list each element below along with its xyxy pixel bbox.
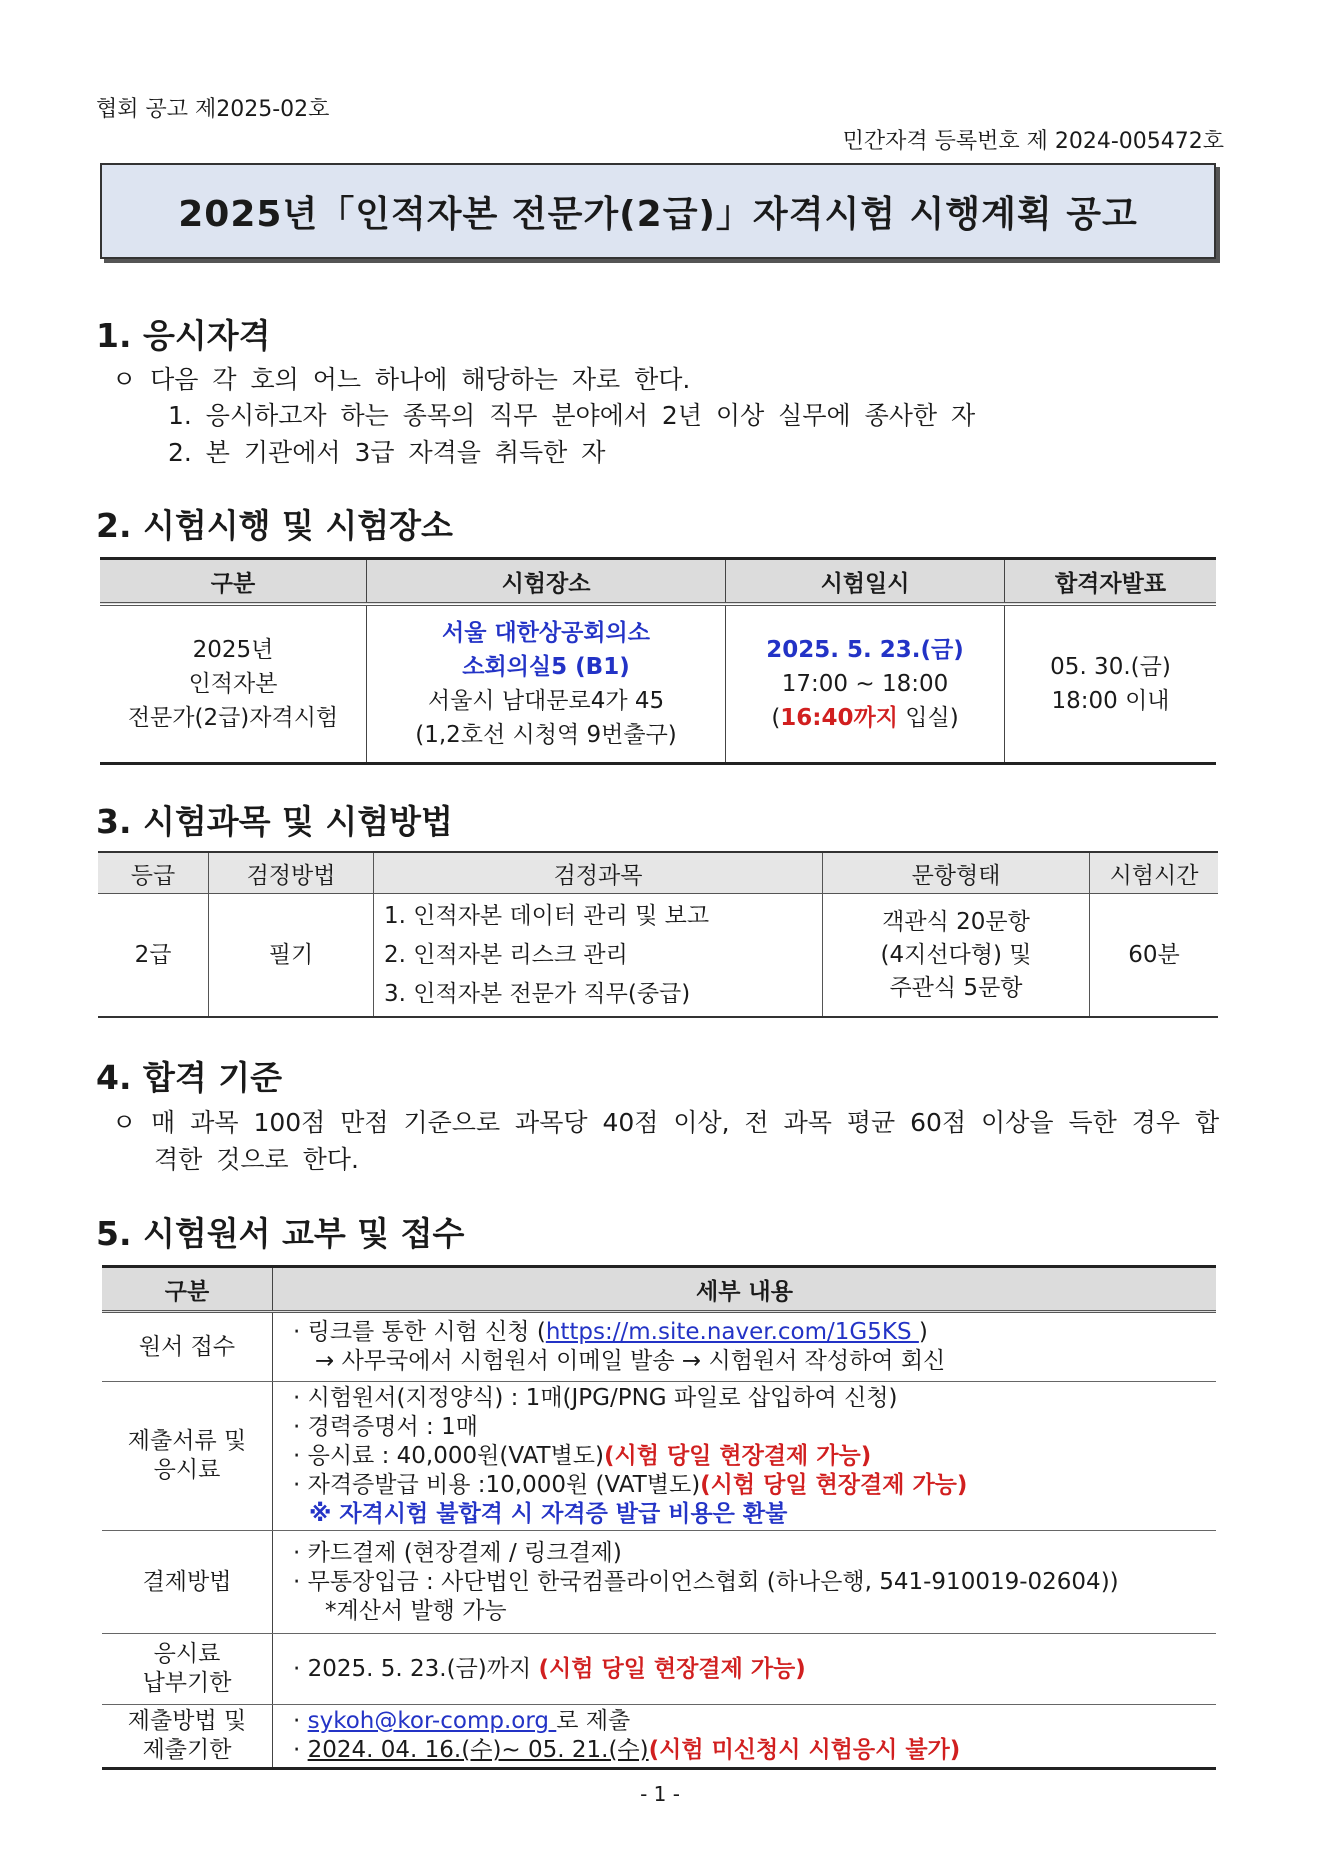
format-cell xyxy=(823,894,1090,1018)
table-row xyxy=(98,894,1218,1018)
column-header: 합격자발표 xyxy=(1005,559,1217,605)
table-row xyxy=(100,604,1216,764)
title-box xyxy=(100,163,1216,259)
section-5-heading: 5. 시험원서 교부 및 접수 xyxy=(96,1214,465,1253)
detail-line xyxy=(293,1707,1216,1736)
table-row xyxy=(102,1634,1216,1705)
detail-line xyxy=(293,1471,1216,1500)
detail-text: · xyxy=(293,1737,308,1763)
category-line: 인적자본 xyxy=(188,671,278,697)
section-2-heading: 2. 시험시행 및 시험장소 xyxy=(96,506,453,545)
detail-text: ) xyxy=(918,1319,928,1345)
row-label: 원서 접수 xyxy=(102,1312,273,1382)
application-table xyxy=(102,1265,1216,1770)
row-label xyxy=(102,1705,273,1769)
subjects-cell xyxy=(374,894,823,1018)
label-line: 납부기한 xyxy=(142,1670,232,1696)
format-line: (4지선다형) 및 xyxy=(880,941,1032,968)
table-row xyxy=(102,1382,1216,1531)
detail-text: 로 제출 xyxy=(556,1708,631,1734)
pass-criteria-line: ㅇ 매 과목 100점 만점 기준으로 과목당 40점 이상, 전 과목 평균 60점 이상을 득한 경우 합 xyxy=(112,1108,1220,1137)
place-room: 소회의실5 (B1) xyxy=(462,654,630,680)
subject-item: 1. 인적자본 데이터 관리 및 보고 xyxy=(384,902,710,929)
section-1-item: 2. 본 기관에서 3급 자격을 취득한 자 xyxy=(168,438,606,467)
exam-subject-table xyxy=(98,851,1218,1018)
column-header: 시험장소 xyxy=(367,559,726,605)
announce-time: 18:00 이내 xyxy=(1051,688,1170,714)
format-line: 객관식 20문항 xyxy=(882,908,1030,935)
row-detail xyxy=(273,1312,1217,1382)
refund-note: ※ 자격시험 불합격 시 자격증 발급 비용은 환불 xyxy=(309,1500,788,1527)
table-row xyxy=(102,1705,1216,1769)
section-1-bullet: ㅇ 다음 각 호의 어느 하나에 해당하는 자로 한다. xyxy=(112,365,691,394)
grade-cell: 2급 xyxy=(98,894,209,1018)
detail-line xyxy=(293,1736,1216,1765)
detail-text: · xyxy=(293,1708,308,1734)
detail-line: → 사무국에서 시험원서 이메일 발송 → 시험원서 작성하여 회신 xyxy=(315,1348,946,1374)
detail-text: · 링크를 통한 시험 신청 ( xyxy=(293,1319,546,1345)
detail-line: · 경력증명서 : 1매 xyxy=(293,1413,478,1440)
red-note: (시험 미신청시 시험응시 불가) xyxy=(648,1737,961,1763)
entry-deadline xyxy=(726,701,1004,735)
table-header-row xyxy=(100,559,1216,605)
column-header: 문항형태 xyxy=(823,852,1090,894)
red-note: (시험 당일 현장결제 가능) xyxy=(538,1655,806,1682)
announce-date: 05. 30.(금) xyxy=(1050,654,1171,680)
section-1-item: 1. 응시하고자 하는 종목의 직무 분야에서 2년 이상 실무에 종사한 자 xyxy=(168,401,976,430)
notice-number: 협회 공고 제2025-02호 xyxy=(96,97,330,122)
pass-criteria-line: 격한 것으로 한다. xyxy=(154,1145,359,1174)
detail-line: · 무통장입금 : 사단법인 한국컴플라이언스협회 (하나은행, 541-910019-02604)) xyxy=(293,1568,1119,1595)
announcement-cell xyxy=(1005,604,1217,764)
detail-line: · 카드결제 (현장결제 / 링크결제) xyxy=(293,1539,622,1566)
table-header-row xyxy=(102,1267,1216,1312)
label-line: 응시료 xyxy=(153,1641,221,1667)
entry-suffix: 입실) xyxy=(897,705,959,731)
exam-datetime-cell xyxy=(726,604,1005,764)
column-header: 검정과목 xyxy=(374,852,823,894)
detail-line xyxy=(293,1442,1216,1471)
exam-date: 2025. 5. 23.(금) xyxy=(766,637,964,663)
page-number: - 1 - xyxy=(640,1782,680,1806)
place-address: 서울시 남대문로4가 45 xyxy=(427,688,665,714)
column-header: 등급 xyxy=(98,852,209,894)
category-line: 전문가(2급)자격시험 xyxy=(127,705,339,731)
row-label xyxy=(102,1634,273,1705)
exam-category-cell xyxy=(100,604,367,764)
label-line: 제출기한 xyxy=(142,1737,232,1763)
detail-line: *계산서 발행 가능 xyxy=(325,1597,507,1624)
detail-line: · 시험원서(지정양식) : 1매(JPG/PNG 파일로 삽입하여 신청) xyxy=(293,1384,898,1411)
table-header-row xyxy=(98,852,1218,894)
submission-period: 2024. 04. 16.(수)~ 05. 21.(수) xyxy=(307,1737,649,1763)
column-header: 구분 xyxy=(100,559,367,605)
subject-item: 3. 인적자본 전문가 직무(중급) xyxy=(384,980,691,1007)
format-line: 주관식 5문항 xyxy=(889,974,1023,1001)
section-3-heading: 3. 시험과목 및 시험방법 xyxy=(96,802,453,841)
category-line: 2025년 xyxy=(192,637,274,663)
section-4-heading: 4. 합격 기준 xyxy=(96,1058,282,1097)
label-line: 제출방법 및 xyxy=(127,1708,247,1734)
detail-text: · 자격증발급 비용 :10,000원 (VAT별도) xyxy=(293,1471,701,1498)
place-name: 서울 대한상공회의소 xyxy=(442,620,650,646)
row-detail xyxy=(273,1634,1217,1705)
exam-schedule-table xyxy=(100,557,1216,765)
entry-time: 16:40까지 xyxy=(780,705,898,731)
entry-prefix: ( xyxy=(771,705,781,731)
time-cell: 60분 xyxy=(1090,894,1219,1018)
registration-number: 민간자격 등록번호 제 2024-005472호 xyxy=(842,129,1224,154)
table-row xyxy=(102,1312,1216,1382)
row-label xyxy=(102,1382,273,1531)
red-note: (시험 당일 현장결제 가능) xyxy=(604,1442,872,1469)
detail-text: · 2025. 5. 23.(금)까지 xyxy=(293,1655,539,1682)
page-title: 2025년「인적자본 전문가(2급)」자격시험 시행계획 공고 xyxy=(178,193,1138,235)
column-header: 시험일시 xyxy=(726,559,1005,605)
red-note: (시험 당일 현장결제 가능) xyxy=(700,1471,968,1498)
row-detail xyxy=(273,1531,1217,1634)
submission-email-link[interactable]: sykoh@kor-comp.org xyxy=(307,1708,557,1734)
subject-item: 2. 인적자본 리스크 관리 xyxy=(384,941,628,968)
detail-line xyxy=(293,1318,1216,1347)
section-1-heading: 1. 응시자격 xyxy=(96,316,271,355)
detail-text: · 응시료 : 40,000원(VAT별도) xyxy=(293,1442,604,1469)
column-header: 검정방법 xyxy=(209,852,374,894)
method-cell: 필기 xyxy=(209,894,374,1018)
place-directions: (1,2호선 시청역 9번출구) xyxy=(415,722,677,748)
row-detail xyxy=(273,1382,1217,1531)
table-row xyxy=(102,1531,1216,1634)
row-label: 결제방법 xyxy=(102,1531,273,1634)
exam-place-cell xyxy=(367,604,726,764)
row-detail xyxy=(273,1705,1217,1769)
application-link[interactable]: https://m.site.naver.com/1G5KS xyxy=(545,1319,919,1345)
column-header: 시험시간 xyxy=(1090,852,1219,894)
column-header: 세부 내용 xyxy=(273,1267,1217,1312)
exam-time: 17:00 ~ 18:00 xyxy=(781,671,949,697)
column-header: 구분 xyxy=(102,1267,273,1312)
label-line: 응시료 xyxy=(153,1457,221,1483)
label-line: 제출서류 및 xyxy=(127,1428,247,1454)
